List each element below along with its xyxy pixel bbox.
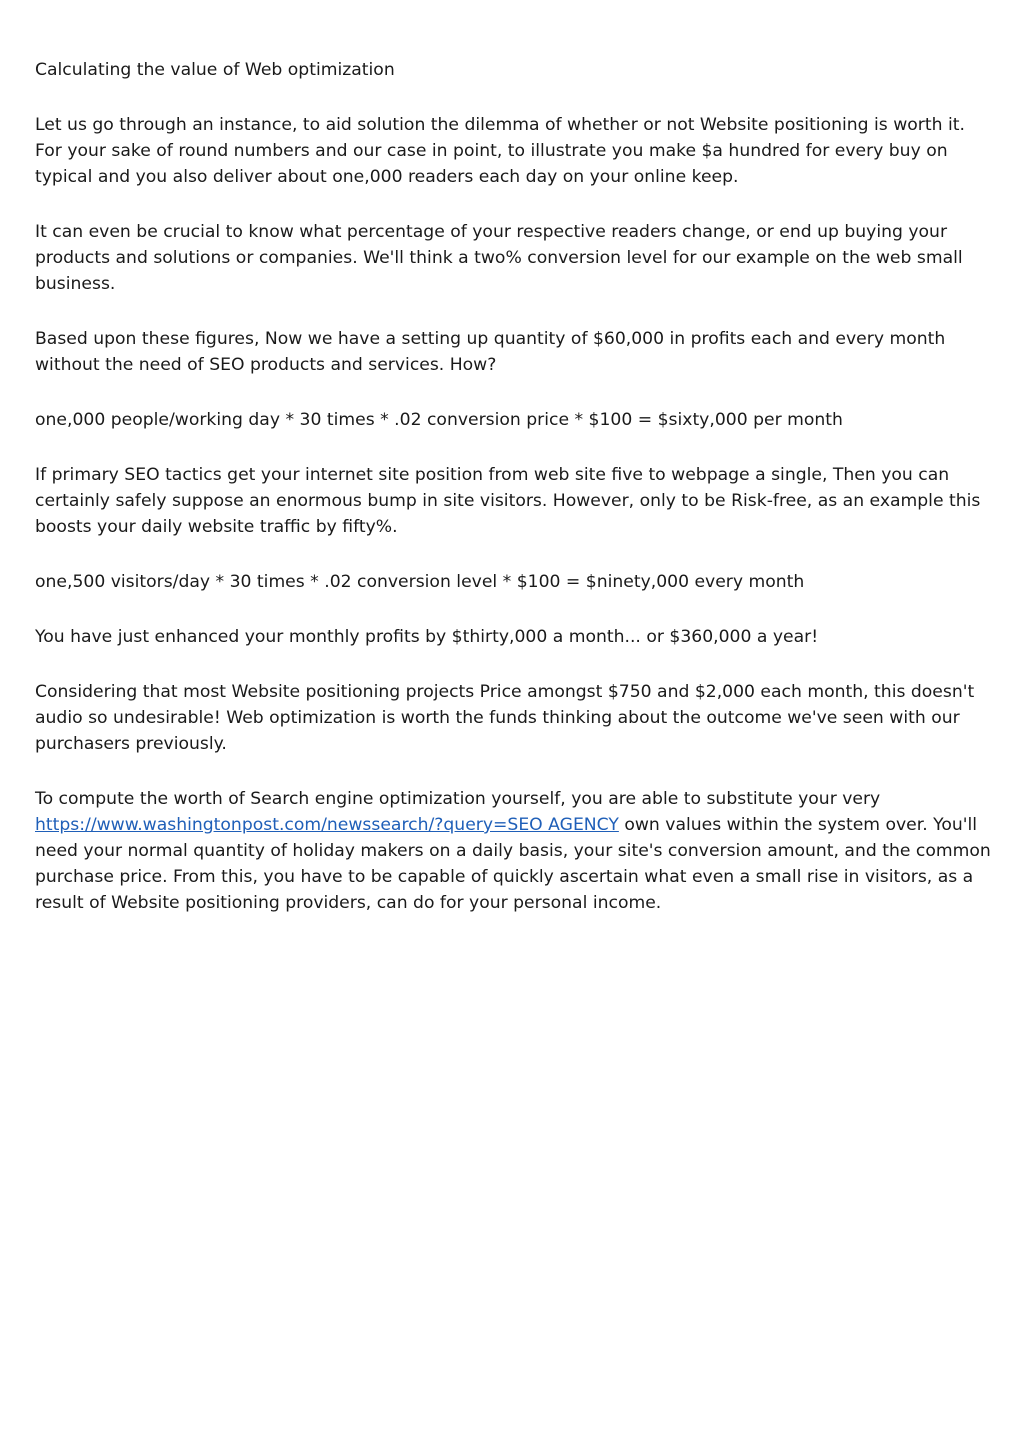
formula-improved: one,500 visitors/day * 30 times * .02 conversion level * $100 = $ninety,000 every month [35,572,805,592]
paragraph-text-before-link: To compute the worth of Search engine optimization yourself, you are able to substitute your very [35,789,881,809]
document-title: Calculating the value of Web optimization [35,60,395,80]
paragraph-project-cost: Considering that most Website positioning projects Price amongst $750 and $2,000 each month, this doesn't audio so undesirable! Web optimization is worth the funds thinking about the outcome we've seen with our purchasers previously. [35,682,975,754]
paragraph-compute-yourself [35,786,995,916]
paragraph-conversion-rate: It can even be crucial to know what percentage of your respective readers change, or end up buying your products and solutions or companies. We'll think a two% conversion level for our example on the web small business. [35,222,963,294]
paragraph-text-after-link: own values within the system over. You'll need your normal quantity of holiday makers on a daily basis, your site's conversion amount, and the common purchase price. From this, you have to be capable of quickly ascertain what even a small rise in visitors, as a result of Website positioning providers, can do for your personal income. [35,815,991,913]
paragraph-profit-gain: You have just enhanced your monthly profits by $thirty,000 a month... or $360,000 a year! [35,627,819,647]
formula-baseline: one,000 people/working day * 30 times * .02 conversion price * $100 = $sixty,000 per month [35,410,843,430]
paragraph-traffic-bump: If primary SEO tactics get your internet site position from web site five to webpage a single, Then you can certainly safely suppose an enormous bump in site visitors. However, only to be Risk-free, as an example this boosts your daily website traffic by fifty%. [35,465,981,537]
paragraph-baseline-profit: Based upon these figures, Now we have a setting up quantity of $60,000 in profits each and every month without the need of SEO products and services. How? [35,329,946,375]
washingtonpost-search-link[interactable]: https://www.washingtonpost.com/newssearch/?query=SEO AGENCY [35,815,619,835]
document-page [35,57,995,945]
paragraph-example-intro: Let us go through an instance, to aid solution the dilemma of whether or not Website positioning is worth it. For your sake of round numbers and our case in point, to illustrate you make $a hundred for every buy on typical and you also deliver about one,000 readers each day on your online keep. [35,115,965,187]
